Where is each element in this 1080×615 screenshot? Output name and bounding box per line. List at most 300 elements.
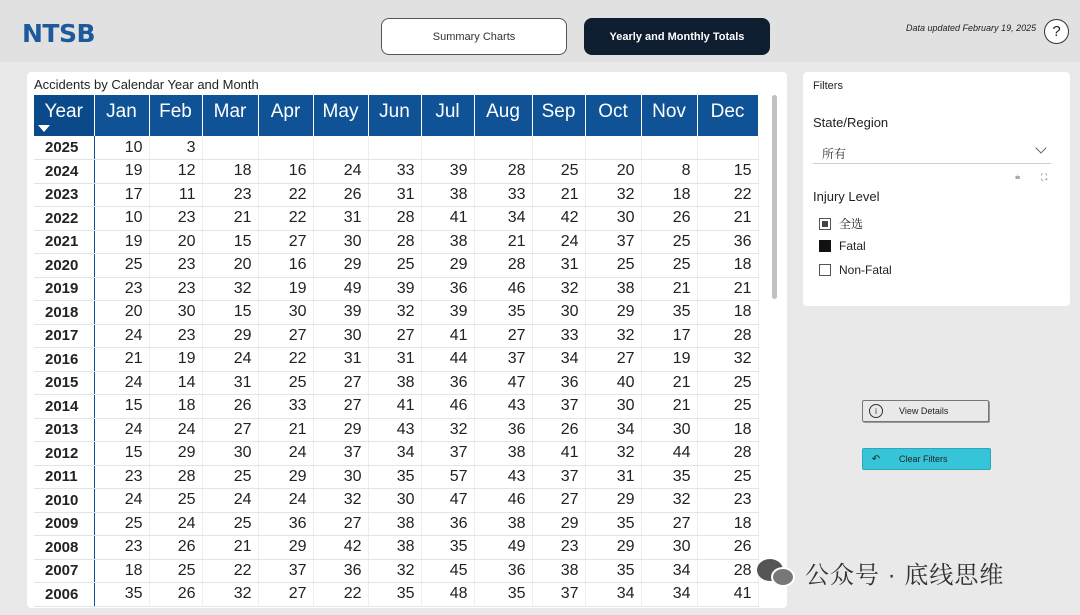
count-cell: 35 [474,301,532,325]
count-cell: 25 [532,160,585,184]
count-cell: 15 [202,301,258,325]
count-cell: 26 [149,536,202,560]
count-cell: 23 [149,254,202,278]
count-cell: 27 [313,371,368,395]
table-row [34,230,758,254]
count-cell: 24 [94,489,149,513]
table-row [34,160,758,184]
column-header-label: Jun [379,100,410,122]
count-cell: 16 [258,254,313,278]
count-cell [258,136,313,160]
column-header-label: Jul [435,100,460,122]
year-cell: 2012 [34,442,94,466]
count-cell: 24 [94,371,149,395]
count-cell: 21 [202,207,258,231]
year-cell: 2008 [34,536,94,560]
year-cell: 2013 [34,418,94,442]
year-cell: 2020 [34,254,94,278]
count-cell: 24 [149,418,202,442]
count-cell [585,136,641,160]
column-header-label: Year [44,100,83,122]
table-row [34,277,758,301]
count-cell: 15 [697,160,758,184]
column-header-dec[interactable] [697,95,758,136]
count-cell: 30 [368,489,421,513]
count-cell [697,136,758,160]
column-header-row [34,95,758,136]
count-cell: 26 [697,536,758,560]
count-cell: 27 [258,324,313,348]
table-row [34,207,758,231]
count-cell: 15 [94,395,149,419]
count-cell: 35 [368,583,421,607]
chevron-down-icon [1035,142,1046,153]
count-cell: 26 [202,395,258,419]
state-region-value: 所有 [822,147,847,161]
count-cell: 29 [258,465,313,489]
year-cell: 2007 [34,559,94,583]
count-cell: 38 [421,183,474,207]
count-cell: 27 [641,512,697,536]
view-details-button[interactable] [862,400,989,422]
column-header-jan[interactable] [94,95,149,136]
column-header-label: Dec [710,100,745,122]
year-cell: 2015 [34,371,94,395]
table-row [34,465,758,489]
count-cell: 23 [94,465,149,489]
count-cell: 29 [421,254,474,278]
watermark-text: 公众号 · 底线思维 [805,562,1005,589]
count-cell: 11 [149,183,202,207]
count-cell: 14 [149,371,202,395]
count-cell: 38 [474,512,532,536]
count-cell: 21 [641,395,697,419]
count-cell: 21 [697,277,758,301]
count-cell: 41 [532,442,585,466]
count-cell: 34 [368,442,421,466]
column-header-year[interactable] [34,95,94,136]
count-cell: 24 [258,489,313,513]
column-header-may[interactable] [313,95,368,136]
count-cell: 36 [532,371,585,395]
count-cell: 25 [697,395,758,419]
accidents-table-card [27,72,787,608]
count-cell: 43 [474,395,532,419]
sort-descending-icon[interactable] [38,125,50,132]
count-cell: 28 [368,207,421,231]
injury-option-select-all[interactable] [819,215,863,232]
count-cell: 21 [202,536,258,560]
table-row [34,348,758,372]
data-updated-text: Data updated February 19, 2025 [906,23,1037,33]
count-cell: 24 [94,324,149,348]
count-cell: 17 [94,183,149,207]
count-cell: 30 [313,324,368,348]
count-cell: 19 [149,348,202,372]
year-cell: 2016 [34,348,94,372]
count-cell: 39 [368,277,421,301]
count-cell: 23 [149,207,202,231]
year-cell: 2009 [34,512,94,536]
count-cell: 28 [474,160,532,184]
top-bar [0,0,1080,62]
count-cell: 35 [585,512,641,536]
count-cell: 20 [94,301,149,325]
count-cell: 22 [202,559,258,583]
count-cell: 32 [532,277,585,301]
table-row [34,371,758,395]
count-cell: 32 [585,324,641,348]
table-row [34,301,758,325]
count-cell: 28 [697,324,758,348]
count-cell: 32 [585,183,641,207]
count-cell [313,136,368,160]
table-row [34,254,758,278]
count-cell: 22 [313,583,368,607]
column-header-label: Sep [541,100,576,122]
count-cell: 27 [368,324,421,348]
count-cell: 23 [149,277,202,301]
column-header-aug[interactable] [474,95,532,136]
count-cell: 35 [421,536,474,560]
count-cell: 36 [421,371,474,395]
count-cell: 27 [258,230,313,254]
table-row [34,136,758,160]
vertical-scrollbar[interactable] [772,95,777,299]
filters-title: Filters [813,80,843,92]
count-cell: 10 [94,136,149,160]
count-cell: 37 [421,442,474,466]
count-cell: 28 [474,254,532,278]
count-cell [368,136,421,160]
count-cell: 25 [202,512,258,536]
count-cell: 37 [532,395,585,419]
watermark [757,555,1004,590]
count-cell: 30 [585,207,641,231]
expand-icon[interactable]: ⛶ [1041,172,1048,182]
count-cell [641,136,697,160]
count-cell: 36 [421,512,474,536]
count-cell: 15 [94,442,149,466]
count-cell: 24 [94,418,149,442]
count-cell: 18 [202,160,258,184]
count-cell: 41 [368,395,421,419]
count-cell: 25 [697,371,758,395]
count-cell: 29 [202,324,258,348]
state-region-dropdown[interactable] [813,138,1051,164]
count-cell: 24 [149,512,202,536]
option-label: 全选 [839,217,864,231]
count-cell: 20 [202,254,258,278]
count-cell: 44 [641,442,697,466]
count-cell: 18 [697,418,758,442]
count-cell: 33 [368,160,421,184]
column-header-nov[interactable] [641,95,697,136]
option-label: Non-Fatal [839,263,892,277]
count-cell: 30 [641,418,697,442]
count-cell: 12 [149,160,202,184]
count-cell: 23 [94,536,149,560]
count-cell: 47 [421,489,474,513]
count-cell: 22 [258,207,313,231]
table-title: Accidents by Calendar Year and Month [34,77,259,92]
count-cell: 29 [585,489,641,513]
count-cell: 31 [202,371,258,395]
count-cell: 32 [641,489,697,513]
info-icon: i [869,404,883,418]
count-cell: 35 [94,583,149,607]
count-cell: 35 [585,559,641,583]
count-cell: 25 [641,254,697,278]
tab-summary-charts[interactable]: Summary Charts [381,18,567,55]
column-header-jul[interactable] [421,95,474,136]
count-cell: 18 [94,559,149,583]
count-cell: 24 [258,442,313,466]
count-cell: 21 [258,418,313,442]
view-details-label: View Details [899,406,949,416]
table-row [34,442,758,466]
count-cell: 26 [149,583,202,607]
count-cell: 23 [697,489,758,513]
count-cell: 25 [202,465,258,489]
count-cell: 27 [258,583,313,607]
count-cell: 19 [94,230,149,254]
checked-checkbox-icon[interactable] [819,240,831,252]
count-cell: 29 [313,254,368,278]
count-cell: 35 [368,465,421,489]
count-cell: 30 [532,301,585,325]
count-cell: 47 [474,371,532,395]
count-cell: 32 [202,583,258,607]
count-cell: 29 [258,536,313,560]
count-cell: 22 [258,348,313,372]
count-cell: 31 [585,465,641,489]
count-cell: 22 [697,183,758,207]
year-cell: 2025 [34,136,94,160]
count-cell: 31 [313,348,368,372]
table-row [34,489,758,513]
count-cell: 25 [697,465,758,489]
count-cell [421,136,474,160]
count-cell: 19 [94,160,149,184]
count-cell: 31 [313,207,368,231]
count-cell: 25 [149,559,202,583]
count-cell: 34 [641,559,697,583]
column-header-mar[interactable] [202,95,258,136]
count-cell: 39 [421,301,474,325]
count-cell: 19 [641,348,697,372]
injury-level-label: Injury Level [813,189,880,204]
count-cell: 25 [585,254,641,278]
count-cell: 29 [149,442,202,466]
count-cell: 38 [532,559,585,583]
table-row [34,395,758,419]
count-cell: 37 [532,465,585,489]
count-cell: 28 [697,442,758,466]
count-cell: 26 [641,207,697,231]
count-cell: 38 [585,277,641,301]
count-cell: 23 [202,183,258,207]
count-cell: 19 [258,277,313,301]
count-cell: 41 [421,324,474,348]
count-cell: 24 [313,160,368,184]
count-cell: 33 [532,324,585,348]
count-cell: 18 [697,301,758,325]
column-header-label: Mar [213,100,247,122]
count-cell [202,136,258,160]
count-cell: 36 [697,230,758,254]
count-cell: 27 [585,348,641,372]
count-cell: 31 [368,348,421,372]
count-cell: 18 [697,512,758,536]
table-row [34,418,758,442]
accidents-matrix [34,95,759,607]
column-header-feb[interactable] [149,95,202,136]
count-cell: 30 [258,301,313,325]
count-cell: 21 [697,207,758,231]
count-cell: 44 [421,348,474,372]
clear-filters-button[interactable] [862,448,991,470]
clear-filters-label: Clear Filters [899,454,948,464]
count-cell: 30 [313,230,368,254]
table-row [34,324,758,348]
count-cell: 42 [313,536,368,560]
clear-selection-icon[interactable]: ⩧ [1015,172,1021,182]
count-cell: 40 [585,371,641,395]
count-cell: 25 [258,371,313,395]
count-cell: 46 [421,395,474,419]
count-cell: 43 [368,418,421,442]
injury-option-non-fatal[interactable] [819,263,892,277]
tab-yearly-monthly-totals[interactable]: Yearly and Monthly Totals [584,18,770,55]
column-header-jun[interactable] [368,95,421,136]
count-cell: 23 [532,536,585,560]
table-row [34,559,758,583]
count-cell: 20 [585,160,641,184]
count-cell: 27 [202,418,258,442]
state-region-label: State/Region [813,115,889,130]
filters-panel [803,72,1070,306]
count-cell: 15 [202,230,258,254]
count-cell: 28 [149,465,202,489]
column-header-oct[interactable] [585,95,641,136]
count-cell: 32 [697,348,758,372]
count-cell: 21 [94,348,149,372]
count-cell: 39 [421,160,474,184]
count-cell: 49 [474,536,532,560]
column-header-apr[interactable] [258,95,313,136]
count-cell: 28 [368,230,421,254]
column-header-label: Jan [106,100,137,122]
count-cell: 36 [313,559,368,583]
count-cell: 34 [585,583,641,607]
count-cell: 30 [149,301,202,325]
count-cell: 22 [258,183,313,207]
count-cell: 49 [313,277,368,301]
count-cell: 33 [258,395,313,419]
count-cell: 31 [532,254,585,278]
count-cell: 41 [421,207,474,231]
count-cell: 30 [202,442,258,466]
injury-option-fatal[interactable] [819,239,866,253]
count-cell: 29 [585,301,641,325]
count-cell: 26 [313,183,368,207]
count-cell: 27 [313,512,368,536]
year-cell: 2021 [34,230,94,254]
count-cell: 36 [474,559,532,583]
count-cell: 25 [94,512,149,536]
count-cell: 21 [474,230,532,254]
count-cell: 39 [313,301,368,325]
column-header-label: May [322,100,359,122]
year-cell: 2024 [34,160,94,184]
count-cell: 23 [94,277,149,301]
year-cell: 2019 [34,277,94,301]
count-cell [532,136,585,160]
option-label: Fatal [839,239,866,253]
count-cell: 18 [697,254,758,278]
count-cell: 46 [474,277,532,301]
count-cell: 33 [474,183,532,207]
count-cell: 34 [532,348,585,372]
table-row [34,183,758,207]
count-cell: 35 [641,465,697,489]
wechat-icon [757,557,797,589]
count-cell: 36 [474,418,532,442]
unchecked-checkbox-icon[interactable] [819,264,831,276]
count-cell: 3 [149,136,202,160]
count-cell: 34 [585,418,641,442]
year-cell: 2006 [34,583,94,607]
count-cell: 45 [421,559,474,583]
count-cell: 8 [641,160,697,184]
count-cell: 32 [421,418,474,442]
column-header-sep[interactable] [532,95,585,136]
year-cell: 2010 [34,489,94,513]
year-cell: 2017 [34,324,94,348]
count-cell: 35 [474,583,532,607]
count-cell: 28 [697,559,758,583]
year-cell: 2023 [34,183,94,207]
count-cell: 37 [585,230,641,254]
year-cell: 2011 [34,465,94,489]
count-cell: 37 [258,559,313,583]
column-header-label: Feb [159,100,192,122]
year-cell: 2018 [34,301,94,325]
table-row [34,583,758,607]
count-cell: 48 [421,583,474,607]
count-cell: 29 [585,536,641,560]
count-cell: 16 [258,160,313,184]
count-cell: 37 [532,583,585,607]
column-header-label: Apr [270,100,301,122]
count-cell: 30 [313,465,368,489]
count-cell: 34 [641,583,697,607]
ntsb-logo: NTSB [22,19,96,48]
undo-icon: ↶ [871,453,881,465]
help-icon[interactable]: ? [1044,19,1069,44]
count-cell: 32 [202,277,258,301]
count-cell: 32 [585,442,641,466]
partial-checkbox-icon[interactable] [819,218,831,230]
column-header-label: Oct [598,100,628,122]
count-cell: 25 [94,254,149,278]
table-row [34,536,758,560]
count-cell: 32 [313,489,368,513]
count-cell: 18 [149,395,202,419]
count-cell: 10 [94,207,149,231]
count-cell: 29 [532,512,585,536]
